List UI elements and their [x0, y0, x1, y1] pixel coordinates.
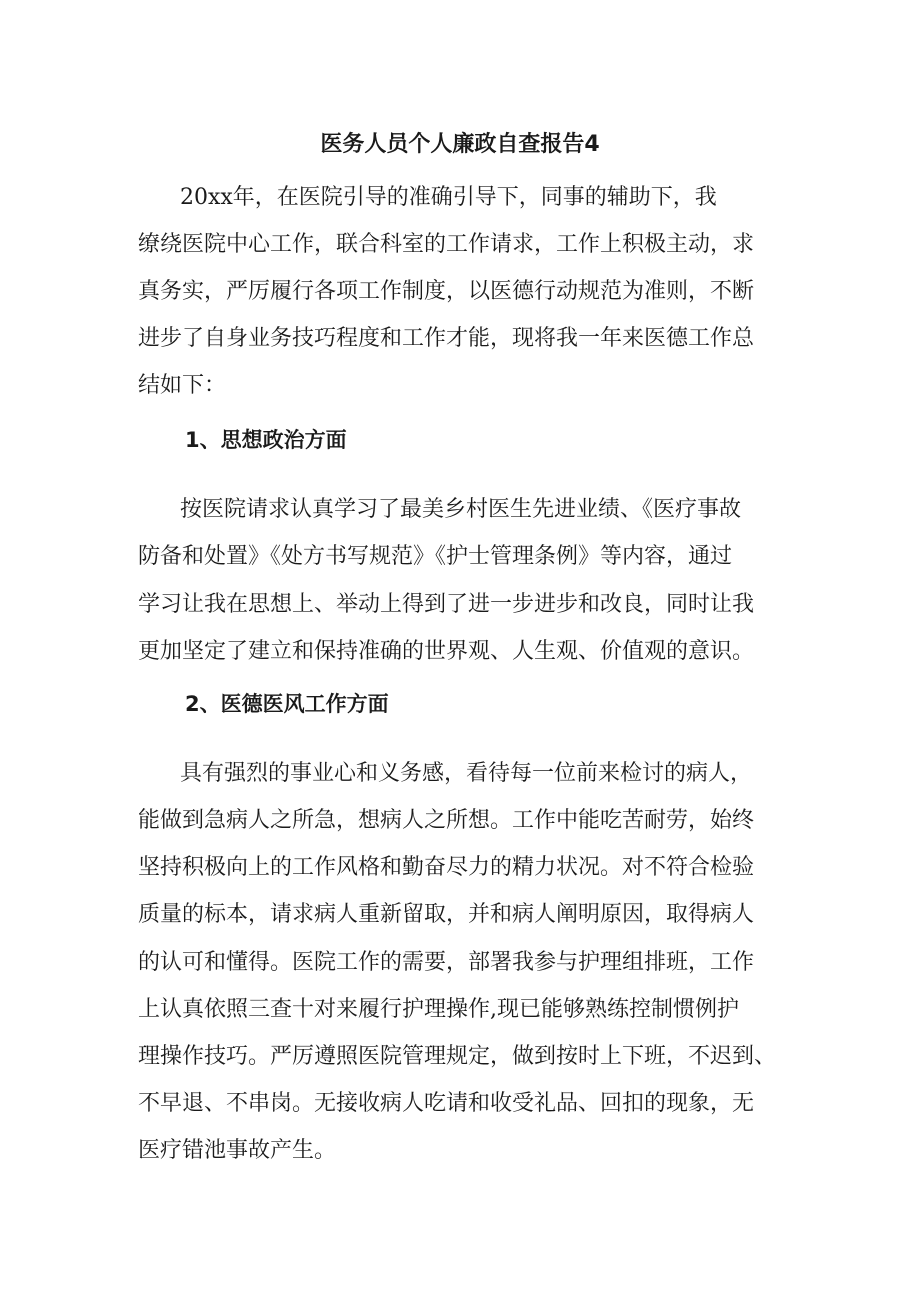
intro-line-3: 真务实，严厉履行各项工作制度，以医德行动规范为准则，不断 [138, 279, 755, 304]
section2-line-7: 理操作技巧。严厉遵照医院管理规定，做到按时上下班，不迟到、 [138, 1044, 777, 1069]
intro-line-2: 缭绕医院中心工作，联合科室的工作请求，工作上积极主动，求 [138, 232, 755, 257]
intro-line-5: 结如下： [138, 373, 227, 398]
section1-line-3: 学习让我在思想上、举动上得到了进一步进步和改良，同时让我 [138, 592, 755, 617]
section2-line-3: 坚持积极向上的工作风格和勤奋尽力的精力状况。对不符合检验 [138, 855, 755, 880]
intro-line-1: 20xx年，在医院引导的准确引导下，同事的辅助下，我 [180, 185, 717, 210]
section2-line-5: 的认可和懂得。医院工作的需要，部署我参与护理组排班，工作 [138, 950, 755, 975]
intro-line-4: 进步了自身业务技巧程度和工作才能，现将我一年来医德工作总 [138, 326, 755, 351]
section1-heading: 1、思想政治方面 [185, 428, 347, 452]
section1-line-4: 更加坚定了建立和保持准确的世界观、人生观、价值观的意识。 [138, 639, 755, 664]
section2-line-1: 具有强烈的事业心和义务感，看待每一位前来检讨的病人， [180, 761, 753, 786]
section2-line-4: 质量的标本，请求病人重新留取，并和病人阐明原因，取得病人 [138, 902, 755, 927]
section1-line-1: 按医院请求认真学习了最美乡村医生先进业绩、《医疗事故 [180, 497, 742, 522]
section2-line-9: 医疗错池事故产生。 [138, 1138, 337, 1163]
document-title: 医务人员个人廉政自查报告4 [320, 132, 600, 157]
section2-line-2: 能做到急病人之所急，想病人之所想。工作中能吃苦耐劳，始终 [138, 808, 755, 833]
section2-line-8: 不早退、不串岗。无接收病人吃请和收受礼品、回扣的现象，无 [138, 1091, 755, 1116]
section2-heading: 2、医德医风工作方面 [185, 692, 389, 716]
section1-line-2: 防备和处置》《处方书写规范》《护士管理条例》等内容，通过 [138, 544, 733, 569]
section2-line-6: 上认真依照三查十对来履行护理操作,现已能够熟练控制惯例护 [138, 997, 739, 1022]
